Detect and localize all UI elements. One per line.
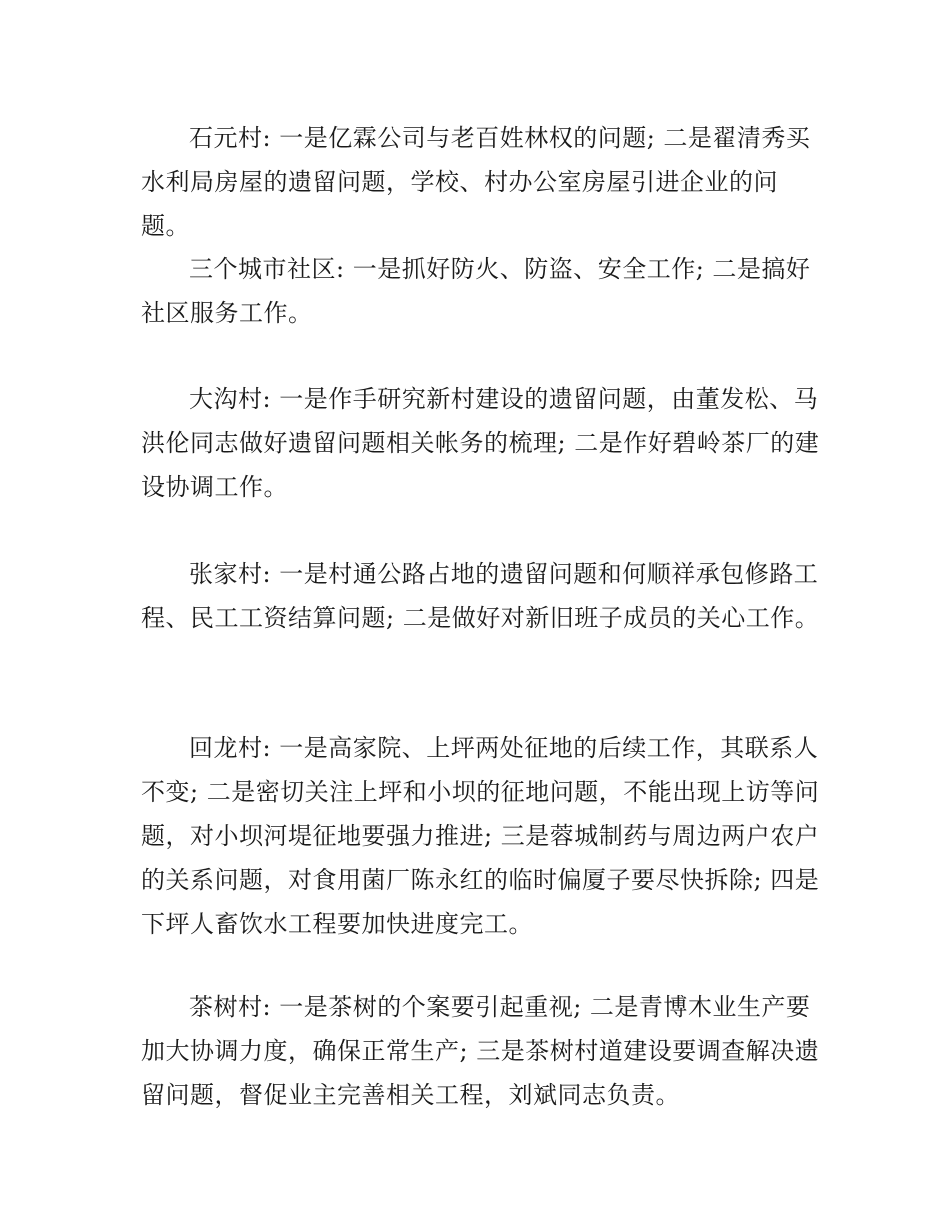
paragraph-dagou-village: 大沟村: 一是作手研究新村建设的遗留问题，由董发松、马洪伦同志做好遗留问题相关帐务的梳理; 二是作好碧岭茶厂的建设协调工作。 — [141, 385, 820, 501]
paragraph-chashu-village: 茶树村: 一是茶树的个案要引起重视; 二是青博木业生产要加大协调力度，确保正常生产; 三是茶树村道建设要调查解决遗留问题，督促业主完善相关工程，刘斌同志负责。 — [141, 993, 820, 1109]
paragraph-huilong-village: 回龙村: 一是高家院、上坪两处征地的后续工作，其联系人不变; 二是密切关注上坪和小坝的征地问题，不能出现上访等问题，对小坝河堤征地要强力推进; 三是蓉城制药与周边两户农户的关系问题，对食用菌厂陈永红的临时偏厦子要尽快拆除; 四是下坪人畜饮水工程要加快进度完工。 — [141, 734, 820, 938]
paragraph-zhangjia-village: 张家村: 一是村通公路占地的遗留问题和何顺祥承包修路工程、民工工资结算问题; 二是做好对新旧班子成员的关心工作。 — [141, 560, 820, 632]
paragraph-city-communities: 三个城市社区: 一是抓好防火、防盗、安全工作; 二是搞好社区服务工作。 — [141, 255, 811, 327]
paragraph-shiyuan-village: 石元村: 一是亿霖公司与老百姓林权的问题; 二是翟清秀买水利局房屋的遗留问题，学校、村办公室房屋引进企业的问题。 — [141, 124, 811, 240]
